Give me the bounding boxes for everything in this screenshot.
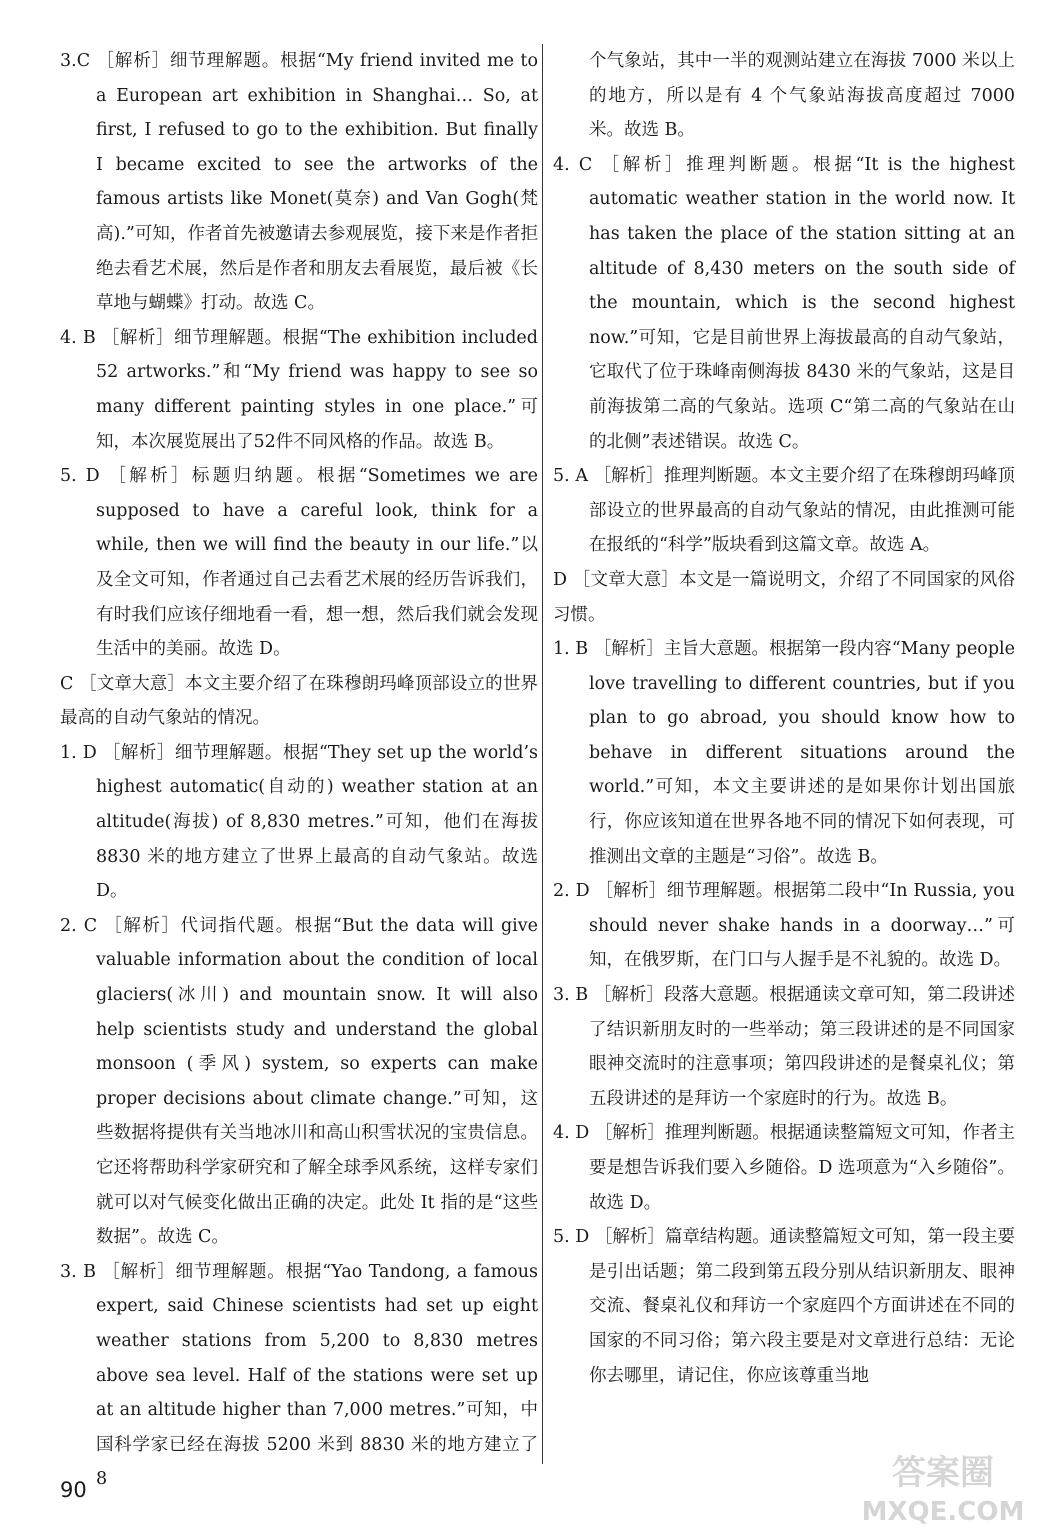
answer-d4: 4. D ［解析］推理判断题。根据通读整篇短文可知，作者主要是想告诉我们要入乡随俗。D 选项意为“入乡随俗”。故选 D。 [553, 1123, 1015, 1213]
answer-c2: 2. C ［解析］代词指代题。根据“But the data will give valuable information about the condition of local glaciers(冰川) and mountain snow. It will also help scientists study and understand the global monsoon (季风) system, so experts can make proper decisions about climate change.”可知，这些数据将提供有关当地冰川和高山积雪状况的宝贵信息。它还将帮助科学家研究和了解全球季风系统，这样专家们就可以对气候变化做出正确的决定。此处 It 指的是“这些数据”。故选 C。 [60, 915, 538, 1248]
answer-c3-continued: 个气象站，其中一半的观测站建立在海拔 7000 米以上的地方，所以是有 4 个气象站海拔高度超过 7000 米。故选 B。 [589, 51, 1015, 141]
section-c-summary: C ［文章大意］本文主要介绍了在珠穆朗玛峰顶部设立的世界最高的自动气象站的情况。 [60, 673, 538, 729]
answer-d3: 3. B ［解析］段落大意题。根据通读文章可知，第二段讲述了结识新朋友时的一些举动；第三段讲述的是不同国家眼神交流时的注意事项；第四段讲述的是餐桌礼仪；第五段讲述的是拜访一个家庭时的行为。故选 B。 [553, 985, 1015, 1109]
answer-c3: 3. B ［解析］细节理解题。根据“Yao Tandong, a famous expert, said Chinese scientists had set up eight weather stations from 5,200 to 8,830 metres above sea level. Half of the stations were set up at an altitude higher than 7,000 metres.”可知，中国科学家已经在海拔 5200 米到 8830 米的地方建立了 8 [60, 1261, 538, 1490]
left-column [60, 44, 538, 1497]
answer-d5: 5. D ［解析］篇章结构题。通读整篇短文可知，第一段主要是引出话题；第二段到第五段分别从结识新朋友、眼神交流、餐桌礼仪和拜访一个家庭四个方面讲述在不同的国家的不同习俗；第六段主要是对文章进行总结：无论你去哪里，请记住，你应该尊重当地 [553, 1227, 1015, 1386]
answer-d1: 1. B ［解析］主旨大意题。根据第一段内容“Many people love travelling to different countries, but if you plan to go abroad, you should know how to behave in different situations around the world.”可知，本文主要讲述的是如果你计划出国旅行，你应该知道在世界各地不同的情况下如何表现，可推测出文章的主题是“习俗”。故选 B。 [553, 639, 1015, 867]
answer-3c: 3.C ［解析］细节理解题。根据“My friend invited me to a European art exhibition in Shanghai… So, at first, I refused to go to the exhibition. But finally I became excited to see the artworks of the famous artists like Monet(莫奈) and Van Gogh(梵高).”可知，作者首先被邀请去参观展览，接下来是作者拒绝去看艺术展，然后是作者和朋友去看展览，最后被《长草地与蝴蝶》打动。故选 C。 [60, 51, 538, 314]
watermark-bottom-text: MXQE.COM [861, 1497, 1025, 1527]
answer-c5: 5. A ［解析］推理判断题。本文主要介绍了在珠穆朗玛峰顶部设立的世界最高的自动气象站的情况，由此推测可能在报纸的“科学”版块看到这篇文章。故选 A。 [553, 466, 1015, 556]
section-d-summary: D ［文章大意］本文是一篇说明文，介绍了不同国家的风俗习惯。 [553, 569, 1015, 625]
answer-c1: 1. D ［解析］细节理解题。根据“They set up the world’s highest automatic(自动的) weather station at an altitude(海拔) of 8,830 metres.”可知，他们在海拔 8830 米的地方建立了世界上最高的自动气象站。故选 D。 [60, 742, 538, 902]
answer-4b: 4. B ［解析］细节理解题。根据“The exhibition included 52 artworks.”和“My friend was happy to see so many different painting styles in one place.”可知，本次展览展出了52件不同风格的作品。故选 B。 [60, 327, 538, 452]
watermark-logo [858, 1448, 1028, 1530]
watermark-top-text: 答案圈 [892, 1453, 994, 1493]
right-column [553, 44, 1015, 1393]
answer-c4: 4. C ［解析］推理判断题。根据“It is the highest automatic weather station in the world now. It has taken the place of the station sitting at an altitude of 8,430 meters on the south side of the mountain, which is the second highest now.”可知，它是目前世界上海拔最高的自动气象站，它取代了位于珠峰南侧海拔 8430 米的气象站，这是目前海拔第二高的气象站。选项 C“第二高的气象站在山的北侧”表述错误。故选 C。 [553, 154, 1015, 452]
answer-5d: 5. D ［解析］标题归纳题。根据“Sometimes we are supposed to have a careful look, think for a while, then we will find the beauty in our life.”以及全文可知，作者通过自己去看艺术展的经历告诉我们，有时我们应该仔细地看一看，想一想，然后我们就会发现生活中的美丽。故选 D。 [60, 466, 538, 660]
column-divider [542, 44, 543, 1464]
page-number: 90 [60, 1478, 87, 1502]
answer-d2: 2. D ［解析］细节理解题。根据第二段中“In Russia, you should never shake hands in a doorway…”可知，在俄罗斯，在门口与人握手是不礼貌的。故选 D。 [553, 881, 1015, 971]
